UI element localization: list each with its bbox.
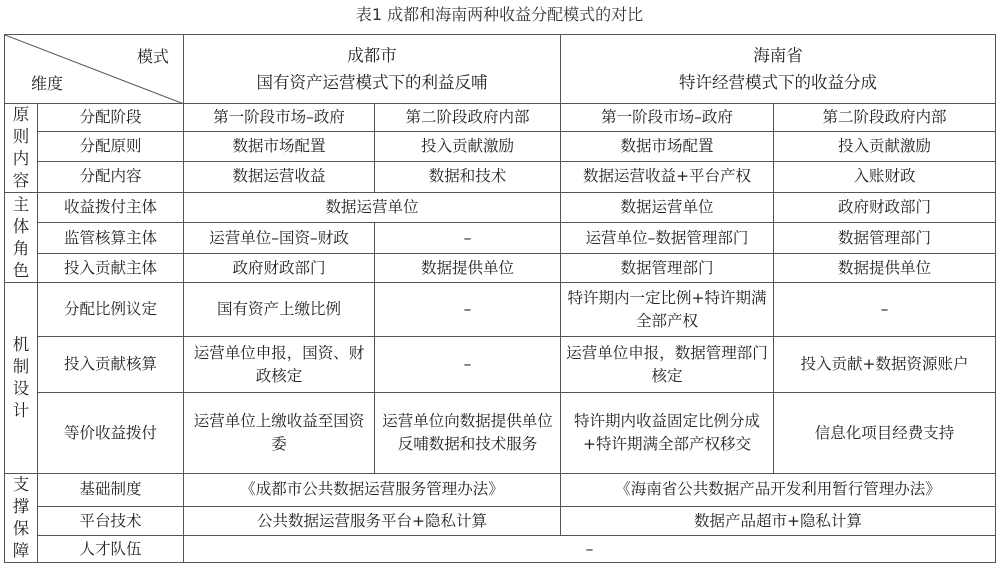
table-row (5, 104, 996, 132)
table-caption: 表1 成都和海南两种收益分配模式的对比 (355, 5, 644, 24)
chengdu-cell: 数据运营单位 (184, 193, 561, 223)
header-chengdu-name: 成都市 (347, 46, 397, 65)
corner-cell (5, 35, 184, 104)
hainan-cell: 第一阶段市场–政府 (561, 104, 774, 132)
header-chengdu-subtitle: 国有资产运营模式下的利益反哺 (256, 73, 488, 92)
chengdu-cell: 数据和技术 (375, 161, 561, 192)
chengdu-cell: 第二阶段政府内部 (375, 104, 561, 132)
chengdu-cell: – (375, 283, 561, 337)
hainan-cell: 特许期内收益固定比例分成+特许期满全部产权移交 (561, 393, 774, 474)
hainan-cell: 数据运营单位 (561, 193, 774, 223)
chengdu-cell: 运营单位上缴收益至国资委 (184, 393, 375, 474)
table-row (5, 131, 996, 161)
hainan-cell: 数据管理部门 (774, 223, 996, 254)
table-row (5, 193, 996, 223)
dimension-cell: 分配比例议定 (38, 283, 184, 337)
table-row (5, 283, 996, 337)
hainan-cell: 数据产品超市+隐私计算 (561, 506, 996, 536)
hainan-cell: 政府财政部门 (774, 193, 996, 223)
hainan-cell: 入账财政 (774, 161, 996, 192)
table-row (5, 536, 996, 563)
chengdu-cell: 数据运营收益 (184, 161, 375, 192)
dimension-cell: 等价收益拨付 (38, 393, 184, 474)
hainan-cell: 数据管理部门 (561, 254, 774, 283)
hainan-cell: 数据运营收益+平台产权 (561, 161, 774, 192)
chengdu-cell: 运营单位向数据提供单位反哺数据和技术服务 (375, 393, 561, 474)
hainan-cell: 信息化项目经费支持 (774, 393, 996, 474)
table-row (5, 223, 996, 254)
chengdu-cell: 《成都市公共数据运营服务管理办法》 (184, 474, 561, 507)
table-row (5, 474, 996, 507)
dimension-cell: 分配原则 (38, 131, 184, 161)
chengdu-cell: 数据提供单位 (375, 254, 561, 283)
dimension-cell: 基础制度 (38, 474, 184, 507)
corner-dimension-label: 维度 (31, 74, 64, 93)
dimension-cell: 监管核算主体 (38, 223, 184, 254)
dimension-cell: 分配内容 (38, 161, 184, 192)
hainan-cell: 《海南省公共数据产品开发利用暂行管理办法》 (561, 474, 996, 507)
dimension-cell: 分配阶段 (38, 104, 184, 132)
merged-cell: – (184, 536, 996, 563)
group-support: 支撑保障 (5, 474, 38, 563)
dimension-cell: 投入贡献主体 (38, 254, 184, 283)
chengdu-cell: 投入贡献激励 (375, 131, 561, 161)
chengdu-cell: 政府财政部门 (184, 254, 375, 283)
header-row (5, 35, 996, 104)
dimension-cell: 人才队伍 (38, 536, 184, 563)
chengdu-cell: 第一阶段市场–政府 (184, 104, 375, 132)
group-principle: 原则内容 (5, 104, 38, 193)
chengdu-cell: 数据市场配置 (184, 131, 375, 161)
header-hainan (561, 35, 996, 104)
table-row (5, 506, 996, 536)
hainan-cell: 运营单位申报，数据管理部门核定 (561, 337, 774, 393)
chengdu-cell: 运营单位–国资–财政 (184, 223, 375, 254)
table-row (5, 254, 996, 283)
hainan-cell: 数据市场配置 (561, 131, 774, 161)
hainan-cell: 运营单位–数据管理部门 (561, 223, 774, 254)
corner-mode-label: 模式 (136, 47, 169, 66)
header-hainan-name: 海南省 (753, 46, 803, 65)
chengdu-cell: 国有资产上缴比例 (184, 283, 375, 337)
dimension-cell: 平台技术 (38, 506, 184, 536)
hainan-cell: – (774, 283, 996, 337)
header-hainan-subtitle: 特许经营模式下的收益分成 (679, 73, 877, 92)
table-row (5, 393, 996, 474)
chengdu-cell: 运营单位申报，国资、财政核定 (184, 337, 375, 393)
chengdu-cell: 公共数据运营服务平台+隐私计算 (184, 506, 561, 536)
dimension-cell: 投入贡献核算 (38, 337, 184, 393)
hainan-cell: 特许期内一定比例+特许期满全部产权 (561, 283, 774, 337)
chengdu-cell: – (375, 223, 561, 254)
header-chengdu (184, 35, 561, 104)
hainan-cell: 投入贡献+数据资源账户 (774, 337, 996, 393)
hainan-cell: 第二阶段政府内部 (774, 104, 996, 132)
table-row (5, 161, 996, 192)
group-mechanism: 机制设计 (5, 283, 38, 474)
hainan-cell: 投入贡献激励 (774, 131, 996, 161)
chengdu-cell: – (375, 337, 561, 393)
table-row (5, 337, 996, 393)
comparison-table (4, 34, 996, 563)
group-roles: 主体角色 (5, 193, 38, 283)
hainan-cell: 数据提供单位 (774, 254, 996, 283)
dimension-cell: 收益拨付主体 (38, 193, 184, 223)
